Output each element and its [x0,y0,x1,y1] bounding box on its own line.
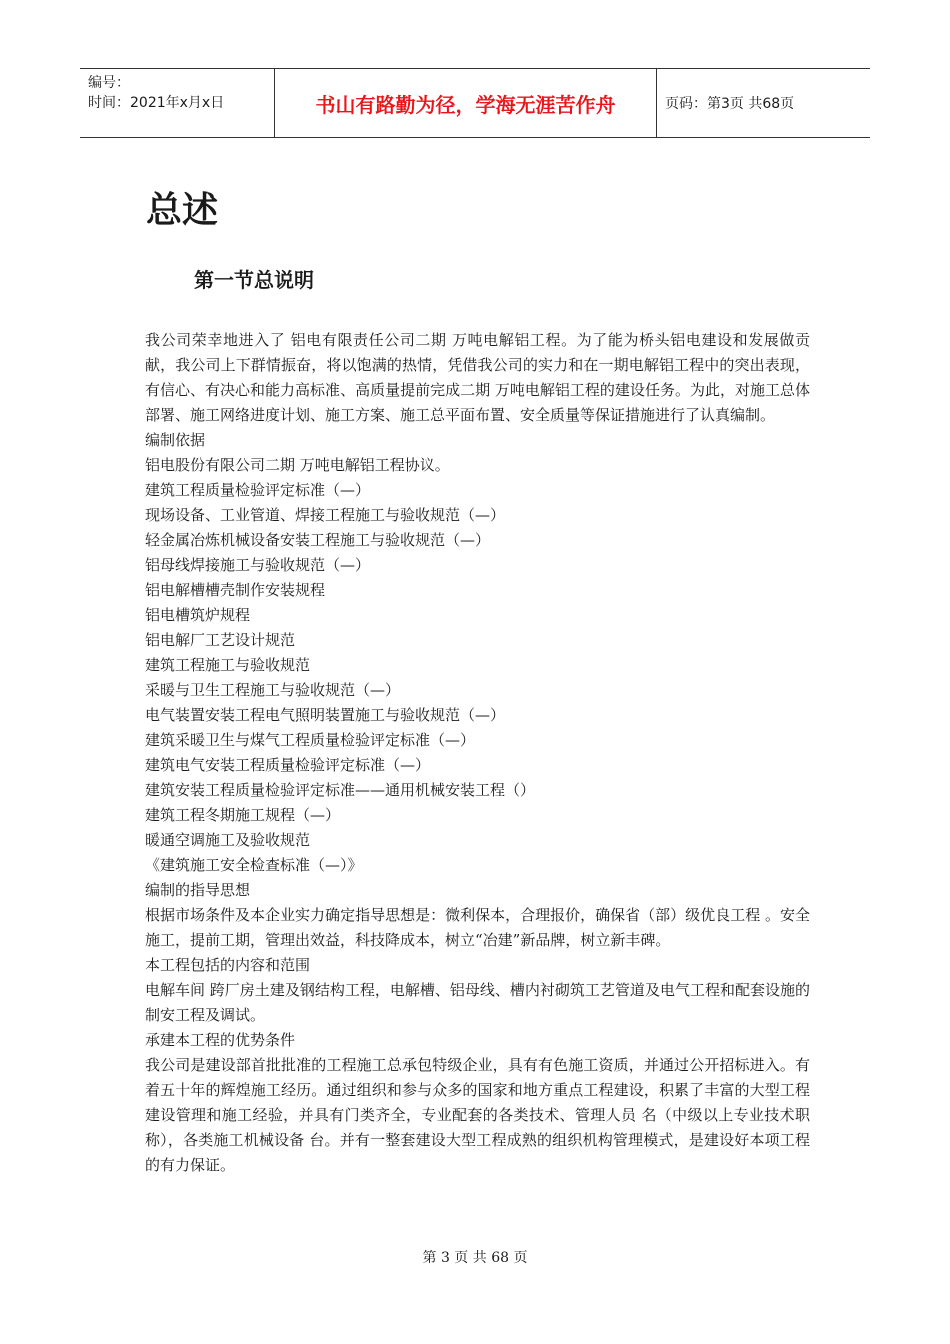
paragraph: 铝电解厂工艺设计规范 [145,631,296,649]
paragraph: 编制依据 [145,431,206,449]
paragraph: 建筑采暖卫生与煤气工程质量检验评定标准（—） [145,731,476,749]
paragraph: 编制的指导思想 [145,881,251,899]
paragraph: 电气装置安装工程电气照明装置施工与验收规范（—） [145,706,506,724]
paragraph: 铝电解槽槽壳制作安装规程 [145,581,326,599]
paragraph: 承建本工程的优势条件 [145,1031,296,1049]
body-content [145,328,810,1178]
paragraph: 铝电股份有限公司二期 万吨电解铝工程协议。 [145,456,450,474]
time-label: 时间：2021年x月x日 [88,95,225,111]
paragraph: 根据市场条件及本企业实力确定指导思想是：微利保本，合理报价，确保省（部）级优良工程 。安全施工，提前工期，管理出效益，科技降成本，树立“冶建”新品牌，树立新丰碑。 [145,906,810,949]
paragraph: 建筑安装工程质量检验评定标准——通用机械安装工程（） [145,781,536,799]
paragraph: 建筑电气安装工程质量检验评定标准（—） [145,756,431,774]
number-label: 编号： [88,75,130,91]
page-header [80,68,870,138]
paragraph: 本工程包括的内容和范围 [145,956,311,974]
paragraph: 建筑工程质量检验评定标准（—） [145,481,371,499]
paragraph: 轻金属冶炼机械设备安装工程施工与验收规范（—） [145,531,491,549]
paragraph: 建筑工程冬期施工规程（—） [145,806,341,824]
section-title: 第一节总说明 [194,268,314,292]
paragraph: 采暖与卫生工程施工与验收规范（—） [145,681,401,699]
paragraph: 暖通空调施工及验收规范 [145,831,311,849]
header-meta [80,69,275,137]
paragraph: 现场设备、工业管道、焊接工程施工与验收规范（—） [145,506,506,524]
paragraph: 《建筑施工安全检查标准（—）》 [145,856,363,874]
header-page-info: 页码：第3页 共68页 [665,96,795,112]
paragraph: 铝电槽筑炉规程 [145,606,251,624]
header-motto: 书山有路勤为径，学海无涯苦作舟 [275,69,657,137]
paragraph: 铝母线焊接施工与验收规范（—） [145,556,371,574]
paragraph: 建筑工程施工与验收规范 [145,656,311,674]
paragraph: 我公司荣幸地进入了 铝电有限责任公司二期 万吨电解铝工程。为了能为桥头铝电建设和发展做贡献，我公司上下群情振奋，将以饱满的热情，凭借我公司的实力和在一期电解铝工程中的突出表现，有信心、有决心和能力高标准、高质量提前完成二期 万吨电解铝工程的建设任务。为此，对施工总体部署、施工网络进度计划、施工方案、施工总平面布置、安全质量等保证措施进行了认真编制。 [145,331,810,424]
page-title: 总述 [146,190,219,231]
paragraph: 电解车间 跨厂房土建及钢结构工程，电解槽、铝母线、槽内衬砌筑工艺管道及电气工程和配套设施的制安工程及调试。 [145,981,810,1024]
page-footer: 第 3 页 共 68 页 [422,1250,528,1266]
paragraph: 我公司是建设部首批批准的工程施工总承包特级企业，具有有色施工资质，并通过公开招标进入。有着五十年的辉煌施工经历。通过组织和参与众多的国家和地方重点工程建设，积累了丰富的大型工程建设管理和施工经验，并具有门类齐全，专业配套的各类技术、管理人员 名（中级以上专业技术职称），各类施工机械设备 台。并有一整套建设大型工程成熟的组织机构管理模式，是建设好本项工程的有力保证。 [145,1056,810,1174]
